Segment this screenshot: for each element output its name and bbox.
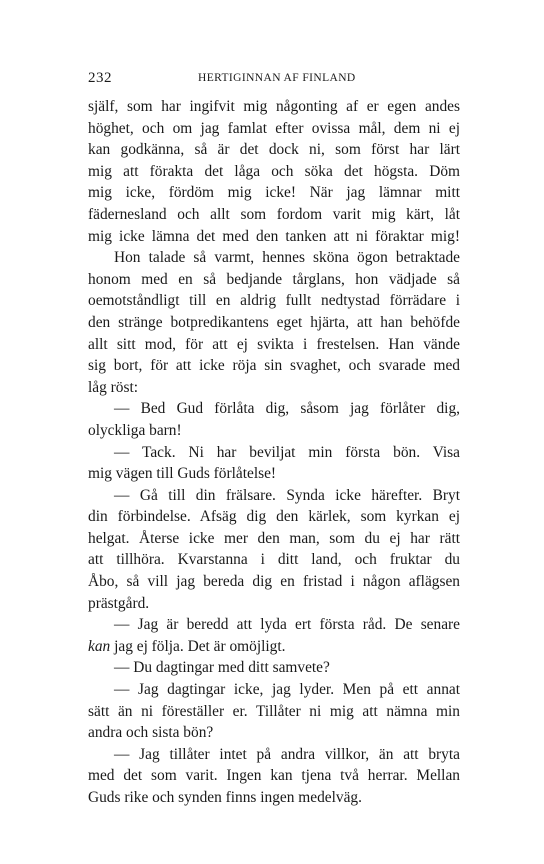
running-title: HERTIGINNAN AF FINLAND (198, 72, 356, 84)
text-line: sig bort, för att icke röja sin svaghet, och svarade med (88, 357, 460, 375)
text-line: själf, som har ingifvit mig någonting af er egen andes (88, 98, 460, 115)
text-fragment: jag ej följa. Det är omöjligt. (110, 637, 286, 655)
text-line: prästgård. (88, 594, 150, 612)
text-line: — Du dagtingar med ditt samvete? (114, 659, 330, 677)
text-line: låg röst: (88, 378, 139, 396)
text-line: mig att förakta det låga och söka det högsta. Döm (88, 162, 460, 180)
text-line: — Tack. Ni har beviljat min första bön. Visa (114, 443, 460, 461)
text-line: kan godkänna, så är det dock ni, som först har lärt (88, 141, 460, 159)
text-line: — Jag tillåter intet på andra villkor, än att bryta (114, 745, 460, 763)
text-line: allt sitt mod, för att ej svikta i frestelsen. Han vände (88, 335, 460, 353)
text-line: Guds rike och synden finns ingen medelväg. (88, 789, 362, 806)
text-line: fädernesland och allt som fordom varit mig kärt, låt (88, 205, 460, 223)
text-line: att tillhöra. Kvarstanna i ditt land, och fruktar du (88, 551, 460, 569)
text-line: den stränge botpredikantens eget hjärta, att han behöfde (88, 313, 460, 331)
text-line: Hon talade så varmt, hennes sköna ögon betraktade (114, 249, 460, 267)
text-line: — Jag dagtingar icke, jag lyder. Men på ett annat (114, 681, 460, 699)
text-line: — Gå till din frälsare. Synda icke härefter. Bryt (114, 486, 460, 504)
text-line: — Jag är beredd att lyda ert första råd. De senare (114, 616, 460, 634)
text-line: sätt än ni föreställer er. Tillåter ni mig att nämna min (88, 702, 460, 720)
book-page (88, 70, 460, 809)
text-line: mig icke, fördöm mig icke! När jag lämnar mitt (88, 184, 460, 202)
page-header (88, 70, 460, 92)
text-line: med det som varit. Ingen kan tjena två herrar. Mellan (88, 767, 460, 785)
page-number: 232 (88, 70, 112, 86)
text-line: helgat. Återse icke mer den man, som du ej har rätt (88, 529, 460, 547)
text-line: din förbindelse. Afsäg dig den kärlek, som kyrkan ej (88, 508, 460, 526)
text-line: Åbo, så vill jag bereda dig en fristad i någon aflägsen (88, 573, 460, 591)
text-line: mig icke lämna det med den tanken att ni föraktar mig! (88, 227, 460, 245)
emphasized-word: kan (88, 637, 111, 655)
body-text (88, 96, 460, 809)
text-line: — Bed Gud förlåta dig, såsom jag förlåter dig, (114, 400, 460, 418)
text-line (88, 636, 460, 658)
text-line: andra och sista bön? (88, 724, 214, 742)
text-line: höghet, och om jag famlat efter ovissa mål, dem ni ej (88, 119, 460, 137)
text-line: oemotståndligt till en aldrig fullt nedtystad förrädare i (88, 292, 460, 310)
text-line: honom med en så bedjande tårglans, hon vädjade så (88, 270, 460, 288)
text-line: olyckliga barn! (88, 421, 182, 439)
text-line: mig vägen till Guds förlåtelse! (88, 465, 277, 483)
